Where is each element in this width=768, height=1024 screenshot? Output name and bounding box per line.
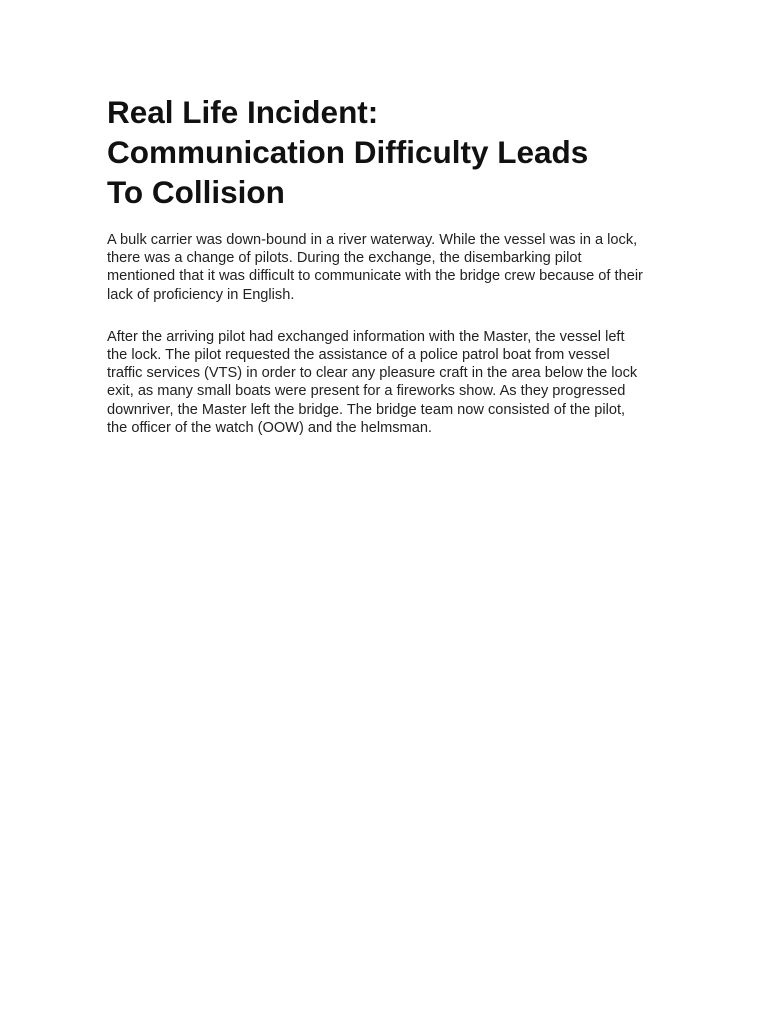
paragraph-line: lack of proficiency in English. [107,286,295,303]
page-title [107,92,667,212]
body-paragraph-2 [107,328,667,437]
paragraph-line: there was a change of pilots. During the exchange, the disembarking pilot [107,250,582,267]
paragraph-line: traffic services (VTS) in order to clear any pleasure craft in the area below the lock [107,365,638,382]
document-page [107,92,667,461]
paragraph-line: the officer of the watch (OOW) and the helmsman. [107,419,432,436]
body-paragraph-1 [107,231,667,304]
paragraph-line: downriver, the Master left the bridge. The bridge team now consisted of the pilot, [107,401,626,418]
paragraph-line: A bulk carrier was down-bound in a river waterway. While the vessel was in a lock, [107,232,638,248]
paragraph-line: mentioned that it was difficult to communicate with the bridge crew because of their [107,268,643,285]
title-line: Communication Difficulty Leads [107,134,589,170]
paragraph-line: the lock. The pilot requested the assistance of a police patrol boat from vessel [107,347,610,364]
title-line: Real Life Incident: [107,94,379,130]
title-line: To Collision [107,174,285,210]
paragraph-line: After the arriving pilot had exchanged information with the Master, the vessel left [107,328,625,345]
paragraph-line: exit, as many small boats were present for a fireworks show. As they progressed [107,383,626,400]
